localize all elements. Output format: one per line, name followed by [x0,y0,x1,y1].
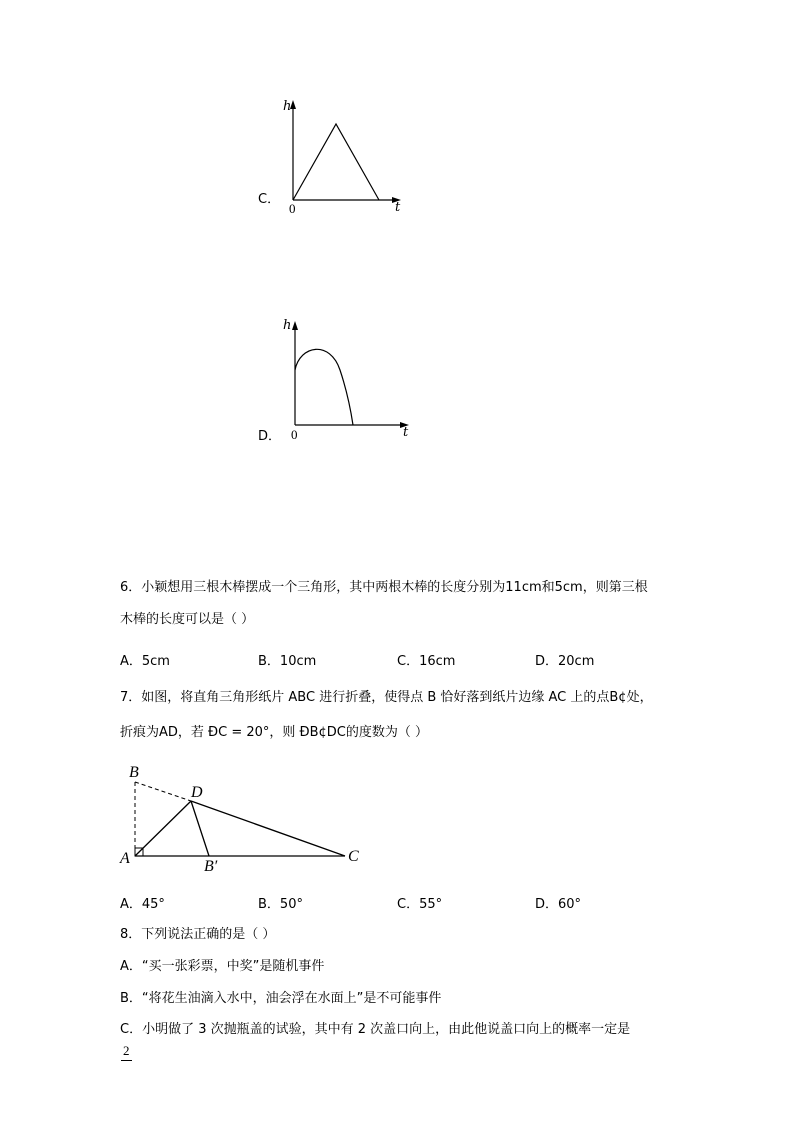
q7-option-a[interactable]: A．45° [120,897,165,912]
graph-d-y-label: h [283,318,292,333]
q8-fraction-numerator: 2 [123,1043,130,1058]
q7-label-b-prime: B′ [204,858,218,875]
q6-stem-line2: 木棒的长度可以是（ ） [120,612,255,627]
q8-option-c[interactable]: C．小明做了 3 次抛瓶盖的试验，其中有 2 次盖口向上，由此他说盖口向上的概率一定是 [120,1022,631,1037]
q7-option-d[interactable]: D．60° [535,897,582,912]
q6-option-d[interactable]: D．20cm [535,654,595,669]
q7-option-b[interactable]: B．50° [258,897,303,912]
q8-fraction-bar [121,1060,132,1061]
q7-stem-line2: 折痕为AD，若 ÐC = 20°，则 ÐB¢DC的度数为（ ） [120,725,429,740]
graph-c-option-label: C． [258,192,281,207]
graph-c-x-label: t [395,200,401,215]
q6-option-c[interactable]: C．16cm [397,654,456,669]
graph-d-option-label: D． [258,429,282,444]
q7-label-c: C [348,848,359,865]
q7-label-b: B [129,764,139,781]
q8-option-a[interactable]: A．“买一张彩票，中奖”是随机事件 [120,959,325,974]
q7-stem-line1: 7．如图，将直角三角形纸片 ABC 进行折叠，使得点 B 恰好落到纸片边缘 AC 上的点B¢处， [120,690,653,705]
graph-c-origin: 0 [289,201,296,216]
q7-label-a: A [120,850,130,867]
q8-option-b[interactable]: B．“将花生油滴入水中，油会浮在水面上”是不可能事件 [120,991,442,1006]
q6-option-b[interactable]: B．10cm [258,654,317,669]
q7-label-d: D [191,784,203,801]
graph-d-origin: 0 [291,427,298,442]
graph-d-x-label: t [403,425,409,440]
q6-option-a[interactable]: A．5cm [120,654,170,669]
q8-stem: 8．下列说法正确的是（ ） [120,927,276,942]
q7-option-c[interactable]: C．55° [397,897,443,912]
graph-c-y-label: h [283,99,292,114]
q6-stem-line1: 6．小颖想用三根木棒摆成一个三角形，其中两根木棒的长度分别为11cm和5cm，则第三根 [120,580,648,595]
